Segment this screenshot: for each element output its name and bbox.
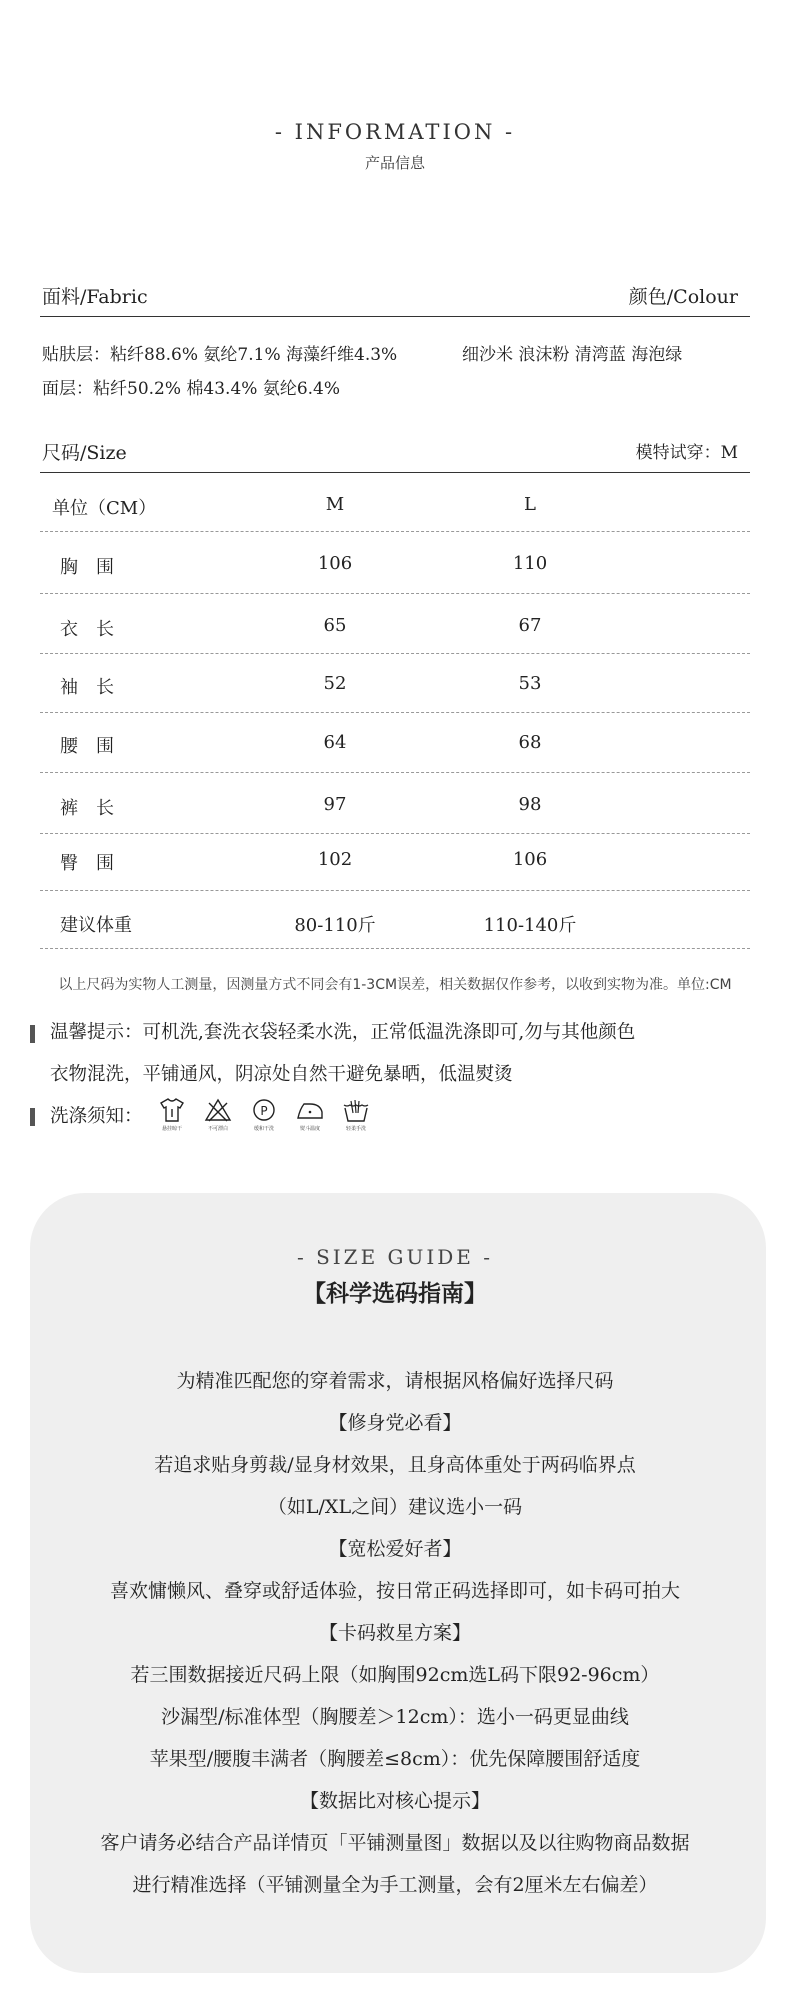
hang-dry-icon: 悬挂晾干 <box>152 1097 192 1132</box>
model-size-label: 模特试穿：M <box>635 443 738 463</box>
size-label: 尺码/Size <box>42 442 127 464</box>
row-m-value: 106 <box>317 553 353 574</box>
row-name: 胸 围 <box>60 557 114 578</box>
row-m-value: 52 <box>323 673 347 694</box>
no-bleach-icon: 不可漂白 <box>198 1097 238 1132</box>
wash-label: 洗涤须知： <box>50 1106 143 1127</box>
unit-header: 单位（CM） <box>52 498 157 519</box>
guide-line: 苹果型/腰腹丰满者（胸腰差≤8cm）：优先保障腰围舒适度 <box>149 1748 641 1770</box>
row-divider <box>40 772 750 773</box>
dry-clean-p-icon: P 缓和干洗 <box>244 1097 284 1132</box>
row-name: 袖 长 <box>60 677 114 698</box>
fabric-label: 面料/Fabric <box>42 286 148 308</box>
iron-low-icon: 熨斗温度 <box>290 1097 330 1132</box>
row-m-value: 97 <box>323 794 347 815</box>
information-title: - INFORMATION - <box>274 120 516 144</box>
row-l-value: 110 <box>512 553 548 574</box>
guide-heading: 【卡码救星方案】 <box>318 1622 471 1644</box>
row-m-value: 80-110斤 <box>294 915 376 936</box>
fabric-lining: 贴肤层：粘纤88.6% 氨纶7.1% 海藻纤维4.3% <box>42 345 398 365</box>
guide-heading: 【宽松爱好者】 <box>328 1538 462 1560</box>
row-divider <box>40 890 750 891</box>
guide-line: 若追求贴身剪裁/显身材效果，且身高体重处于两码临界点 <box>154 1454 636 1476</box>
row-m-value: 64 <box>323 732 347 753</box>
row-l-value: 98 <box>518 794 542 815</box>
colour-label: 颜色/Colour <box>628 286 738 308</box>
row-l-value: 110-140斤 <box>483 915 577 936</box>
row-name: 腰 围 <box>60 736 114 757</box>
size-l-header: L <box>524 494 536 515</box>
tip-line-1: 温馨提示：可机洗,套洗衣袋轻柔水洗，正常低温洗涤即可,勿与其他颜色 <box>50 1022 636 1043</box>
hand-wash-icon: 轻柔手洗 <box>336 1097 376 1132</box>
guide-heading: 【修身党必看】 <box>328 1412 462 1434</box>
guide-line: 喜欢慵懒风、叠穿或舒适体验，按日常正码选择即可，如卡码可拍大 <box>109 1580 680 1602</box>
row-divider <box>40 948 750 949</box>
row-divider <box>40 531 750 532</box>
guide-line: （如L/XL之间）建议选小一码 <box>267 1496 523 1518</box>
row-l-value: 53 <box>518 673 542 694</box>
guide-line: 客户请务必结合产品详情页「平铺测量图」数据以及以往购物商品数据 <box>100 1832 690 1854</box>
row-name: 建议体重 <box>60 915 132 936</box>
row-divider <box>40 712 750 713</box>
svg-text:P: P <box>260 1104 268 1118</box>
row-divider <box>40 653 750 654</box>
row-name: 衣 长 <box>60 619 114 640</box>
row-l-value: 67 <box>518 615 542 636</box>
tip-line-2: 衣物混洗，平铺通风，阴凉处自然干避免暴晒，低温熨烫 <box>50 1064 513 1085</box>
row-name: 臀 围 <box>60 853 114 874</box>
size-guide-title: 【科学选码指南】 <box>303 1280 487 1307</box>
guide-line: 若三围数据接近尺码上限（如胸围92cm选L码下限92-96cm） <box>130 1664 660 1686</box>
row-m-value: 102 <box>317 849 353 870</box>
row-divider <box>40 593 750 594</box>
size-divider <box>40 472 750 473</box>
tip-marker <box>30 1025 35 1043</box>
size-m-header: M <box>325 494 345 515</box>
fabric-outer: 面层：粘纤50.2% 棉43.4% 氨纶6.4% <box>42 379 341 399</box>
fabric-colours: 细沙米 浪沫粉 清湾蓝 海泡绿 <box>462 345 683 365</box>
row-m-value: 65 <box>323 615 347 636</box>
wash-marker <box>30 1108 35 1126</box>
row-l-value: 106 <box>512 849 548 870</box>
guide-line: 为精准匹配您的穿着需求，请根据风格偏好选择尺码 <box>176 1370 614 1392</box>
fabric-divider <box>40 316 750 317</box>
row-l-value: 68 <box>518 732 542 753</box>
guide-heading: 【数据比对核心提示】 <box>299 1790 490 1812</box>
size-guide-title-en: - SIZE GUIDE - <box>296 1245 494 1269</box>
measurement-note: 以上尺码为实物人工测量，因测量方式不同会有1-3CM误差，相关数据仅作参考，以收到实物为准。单位:CM <box>58 977 732 993</box>
information-subtitle: 产品信息 <box>364 154 425 172</box>
row-name: 裤 长 <box>60 798 114 819</box>
guide-line: 沙漏型/标准体型（胸腰差＞12cm）：选小一码更显曲线 <box>161 1706 629 1728</box>
guide-line: 进行精准选择（平铺测量全为手工测量，会有2厘米左右偏差） <box>132 1874 658 1896</box>
row-divider <box>40 833 750 834</box>
